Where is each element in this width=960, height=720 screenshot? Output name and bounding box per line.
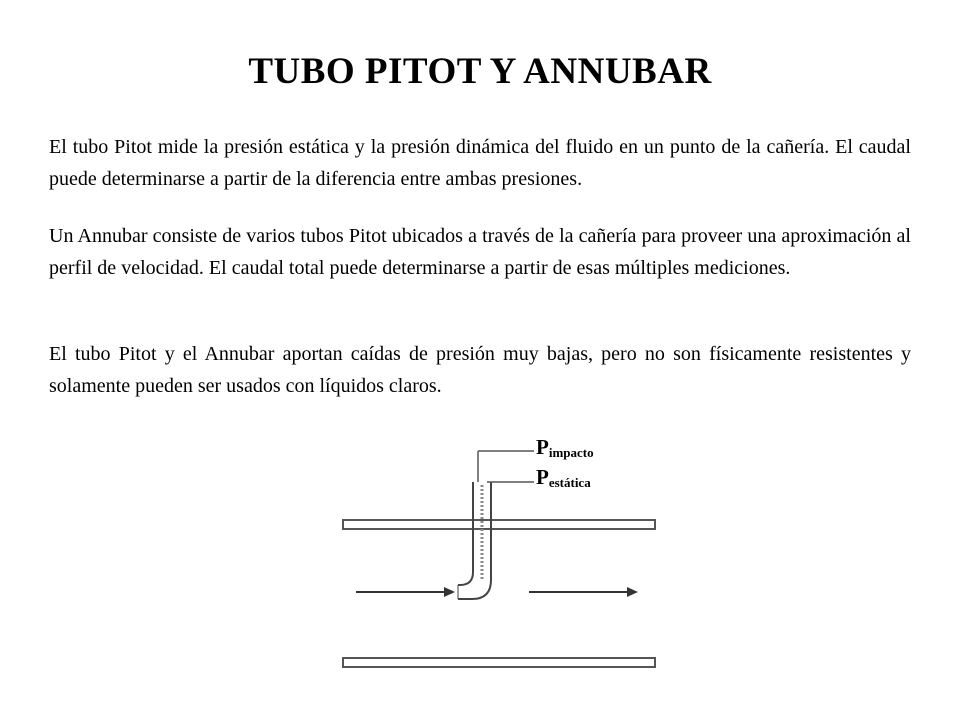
label-p-impacto: $P_{impacto}$ <box>536 435 594 460</box>
flow-arrow-left <box>356 587 455 597</box>
flow-arrow-right <box>529 587 638 597</box>
label-bracket <box>478 451 534 482</box>
paragraph-limitations: El tubo Pitot y el Annubar aportan caídas de presión muy bajas, pero no son físicamente resistentes y solamente pueden ser usados con líquidos claros. <box>49 343 911 397</box>
pipe-wall-top <box>343 520 655 529</box>
slide-title: TUBO PITOT Y ANNUBAR <box>248 51 712 92</box>
pitot-tube <box>458 482 491 599</box>
label-p-estatica: $P_{estática}$ <box>536 465 591 490</box>
pipe-wall-bottom <box>343 658 655 667</box>
paragraph-annubar: Un Annubar consiste de varios tubos Pitot ubicados a través de la cañería para proveer una aproximación al perfil de velocidad. El caudal total puede determinarse a partir de esas múltiples mediciones. <box>49 225 911 279</box>
paragraph-pitot: El tubo Pitot mide la presión estática y la presión dinámica del fluido en un punto de la cañería. El caudal puede determinarse a partir de la diferencia entre ambas presiones. <box>49 136 911 190</box>
